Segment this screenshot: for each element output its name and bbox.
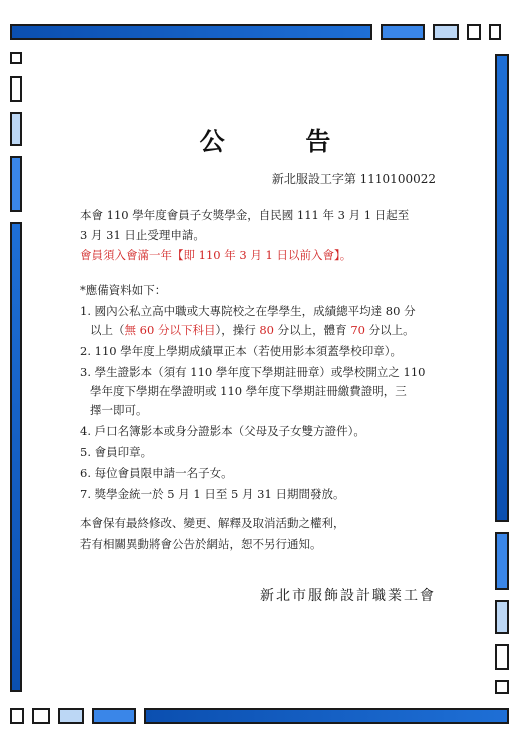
notice-intro [80, 205, 450, 265]
notice-title: 公 告 [199, 127, 367, 156]
requirements-list [80, 302, 460, 506]
requirement-item: 7. 獎學金統一於 5 月 1 日至 5 月 31 日期間發放。 [80, 487, 345, 501]
requirement-item: 6. 每位會員限申請一名子女。 [80, 466, 233, 480]
requirement-item: 4. 戶口名簿影本或身分證影本（父母及子女雙方證件）。 [80, 424, 365, 438]
requirements-heading: *應備資料如下： [80, 283, 167, 297]
membership-requirement: 會員須入會滿一年【即 110 年 3 月 1 日以前入會】。 [80, 248, 352, 262]
requirement-item: 2. 110 學年度上學期成績單正本（若使用影本須蓋學校印章）。 [80, 344, 402, 358]
highlight-no-failing: 無 60 分以下科目 [124, 323, 216, 337]
requirement-item: 1. 國內公私立高中職或大專院校之在學學生，成績總平均達 80 分 以上（無 60 分以下科目），操行 80 分以上，體育 70 分以上。 [80, 304, 416, 337]
requirement-item: 3. 學生證影本（須有 110 學年度下學期註冊章）或學校開立之 110 學年度下學期在學證明或 110 學年度下學期註冊繳費證明，三 擇一即可。 [80, 365, 426, 417]
requirement-item: 5. 會員印章。 [80, 445, 153, 459]
issuer-signature: 新北市服飾設計職業工會 [260, 588, 436, 604]
closing-line: 本會保有最終修改、變更、解釋及取消活動之權利， [80, 516, 345, 530]
closing-line: 若有相關異動將會公告於網站，恕不另行通知。 [80, 537, 322, 551]
reference-number: 新北服設工字第 1110100022 [271, 172, 436, 186]
closing-statement [80, 513, 460, 555]
highlight-conduct-score: 80 [259, 323, 274, 337]
intro-line: 本會 110 學年度會員子女獎學金，自民國 111 年 3 月 1 日起至 [80, 208, 410, 222]
intro-line: 3 月 31 日止受理申請。 [80, 228, 205, 242]
highlight-pe-score: 70 [350, 323, 365, 337]
